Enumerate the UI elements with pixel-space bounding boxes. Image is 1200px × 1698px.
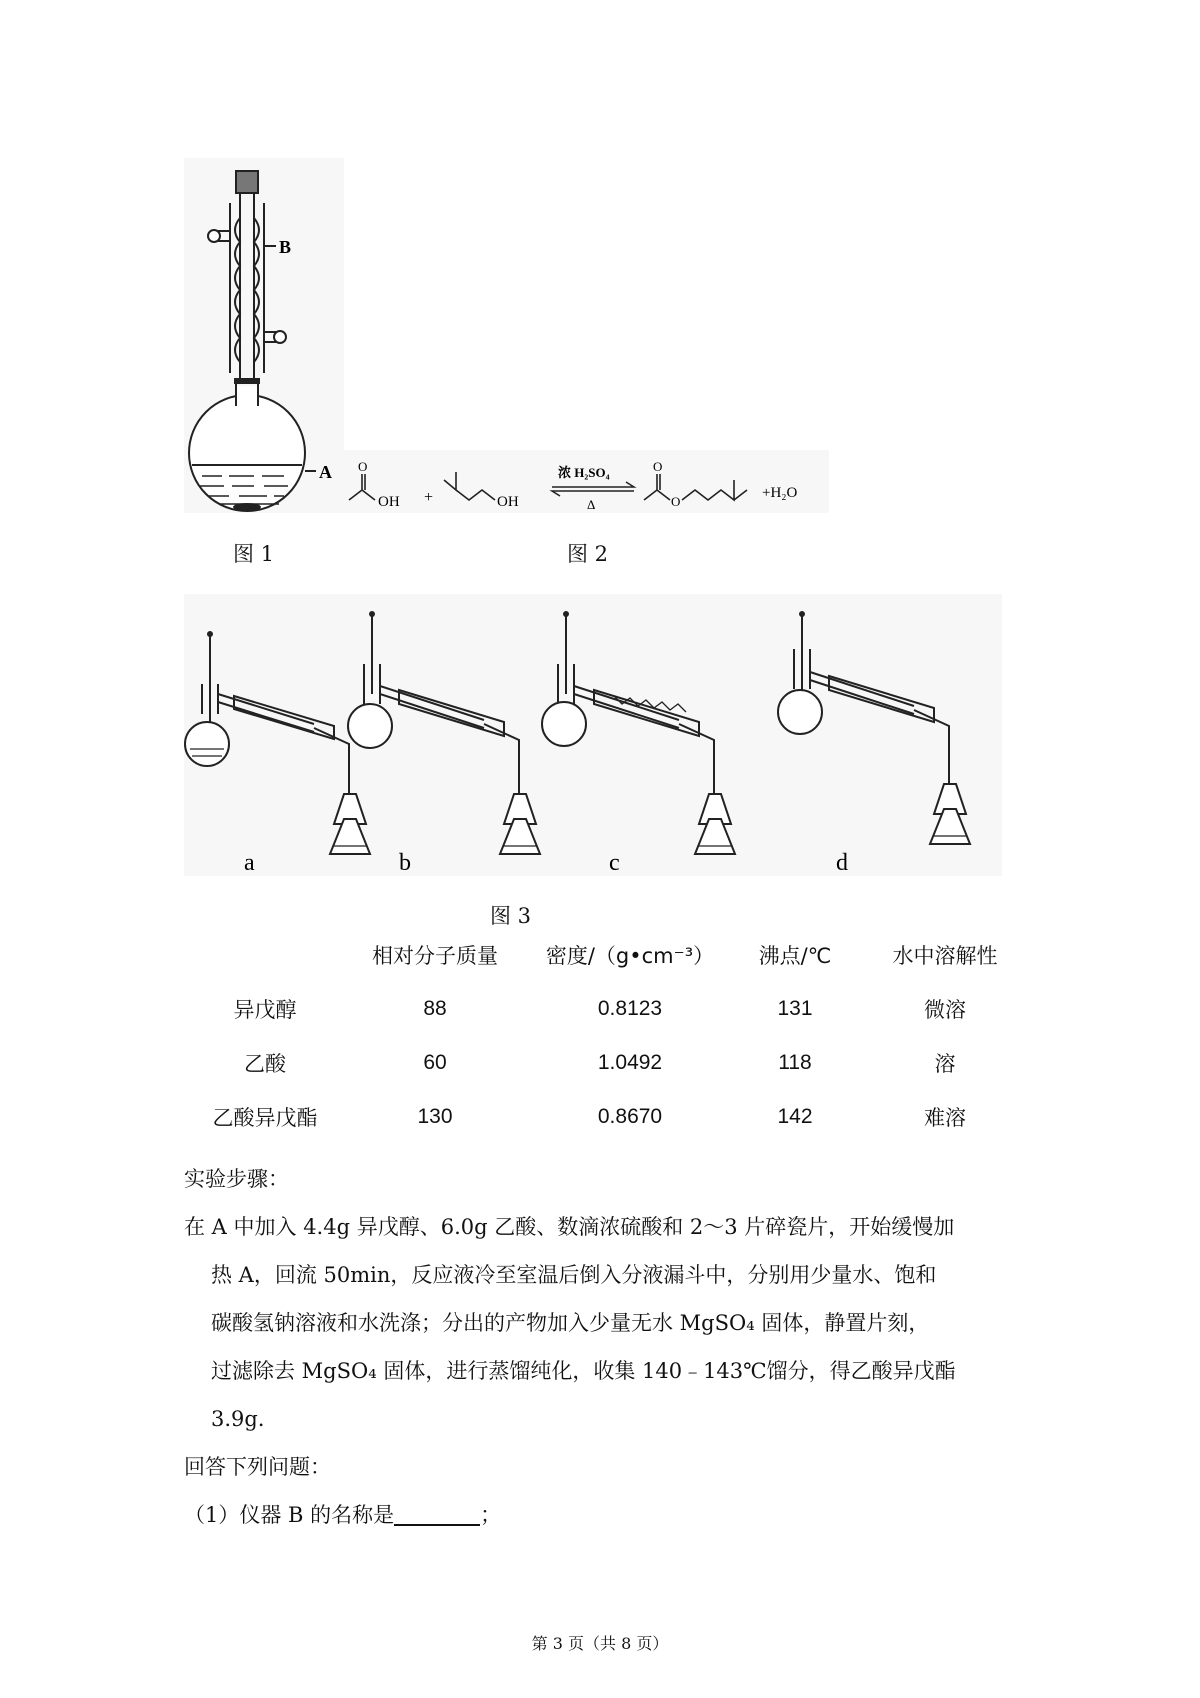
table-row <box>190 982 1030 1036</box>
density: 0.8123 <box>597 997 663 1020</box>
compound-name: 异戊醇 <box>233 998 297 1022</box>
figure-1-reflux-apparatus <box>184 158 344 513</box>
figure-3-distillation-setups <box>184 594 1002 876</box>
equilibrium-arrow <box>552 482 634 496</box>
table-row <box>190 1036 1030 1090</box>
reflux-apparatus-drawing <box>184 158 344 513</box>
plus-sign: + <box>424 489 434 506</box>
alcohol-oh: OH <box>497 494 519 510</box>
round-bottom-flask <box>189 395 305 511</box>
acid-oh: OH <box>378 494 400 510</box>
figure-2-caption: 图 2 <box>567 542 609 566</box>
setup-c-label: c <box>609 850 620 876</box>
molar-mass: 60 <box>423 1051 447 1074</box>
water-product: +H₂O <box>762 485 798 501</box>
properties-table <box>190 928 1030 1144</box>
label-a: A <box>319 462 332 482</box>
table-row <box>190 1090 1030 1144</box>
table-header-cell <box>190 928 340 982</box>
table-header-cell: 密度/（g•cm⁻³） <box>545 944 715 968</box>
solubility: 难溶 <box>924 1106 966 1130</box>
heat-symbol: Δ <box>587 497 596 512</box>
label-b: B <box>279 237 292 257</box>
ester-carbonyl-o: O <box>653 459 663 474</box>
question-1-end: ； <box>480 1503 502 1527</box>
boiling-point: 142 <box>777 1105 813 1128</box>
solubility: 溶 <box>934 1052 956 1076</box>
steps-line-5: 3.9g． <box>211 1407 279 1431</box>
setup-b <box>348 611 540 876</box>
answer-blank[interactable] <box>394 1502 480 1526</box>
boiling-point: 118 <box>778 1051 812 1074</box>
compound-name: 乙酸异戊酯 <box>212 1106 318 1130</box>
questions-heading: 回答下列问题： <box>184 1455 331 1479</box>
catalyst-label: 浓 H₂SO₄ <box>558 465 610 480</box>
figure-2-reaction-equation <box>344 450 829 513</box>
steps-line-4: 过滤除去 MgSO₄ 固体，进行蒸馏纯化，收集 140﹣143℃馏分，得乙酸异戊酯 <box>211 1359 956 1383</box>
setup-c <box>542 611 735 876</box>
steps-line-3: 碳酸氢钠溶液和水洗涤；分出的产物加入少量无水 MgSO₄ 固体，静置片刻， <box>211 1311 930 1335</box>
steps-line-1: 在 A 中加入 4.4g 异戊醇、6.0g 乙酸、数滴浓硫酸和 2～3 片碎瓷片，开始缓慢加 <box>184 1215 955 1239</box>
table-header-cell: 沸点/℃ <box>758 944 832 968</box>
setup-a-label: a <box>244 850 255 876</box>
setup-b-label: b <box>399 850 411 876</box>
table-header-cell: 相对分子质量 <box>372 944 498 968</box>
steps-line-2: 热 A，回流 50min，反应液冷至室温后倒入分液漏斗中，分别用少量水、饱和 <box>211 1263 937 1287</box>
molar-mass: 130 <box>417 1105 453 1128</box>
distillation-drawings <box>184 594 1002 876</box>
stopper <box>236 171 258 193</box>
table-header-cell: 水中溶解性 <box>892 944 998 968</box>
setup-a <box>185 631 370 876</box>
steps-heading: 实验步骤： <box>184 1167 289 1191</box>
acid-carbonyl-o: O <box>358 459 368 474</box>
solubility: 微溶 <box>924 998 966 1022</box>
page-footer: 第 3 页（共 8 页） <box>531 1634 669 1653</box>
boiling-point: 131 <box>777 997 813 1020</box>
table-header-row <box>190 928 1030 982</box>
setup-d-label: d <box>836 850 848 876</box>
density: 1.0492 <box>597 1051 663 1074</box>
reaction-scheme <box>344 450 829 513</box>
question-1 <box>184 1491 1044 1539</box>
compound-name: 乙酸 <box>244 1052 286 1076</box>
setup-d <box>778 611 970 876</box>
figure-1-caption: 图 1 <box>233 542 275 566</box>
figure-3-caption: 图 3 <box>490 904 532 928</box>
density: 0.8670 <box>597 1105 663 1128</box>
ester-o: O <box>671 494 681 509</box>
question-1-text: （1）仪器 B 的名称是 <box>184 1503 395 1527</box>
molar-mass: 88 <box>423 997 447 1020</box>
